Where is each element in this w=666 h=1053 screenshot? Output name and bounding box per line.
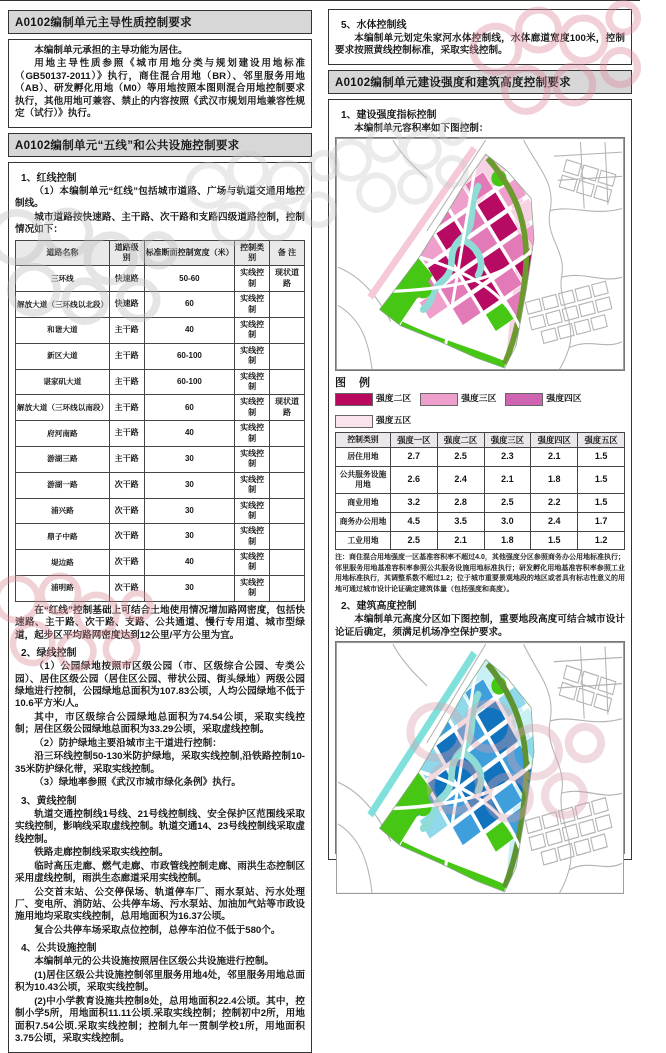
cell-value: 主干路 <box>109 395 144 421</box>
table-row <box>336 513 625 532</box>
paragraph: 沿三环线控制50-130米防护绿地，采取实线控制,沿铁路控制10-35米防护绿化带，采取实线控制。 <box>15 751 305 775</box>
column-header: 标准断面控制宽度（米） <box>144 240 235 266</box>
row-label: 工业用地 <box>336 531 391 550</box>
cell-value: 3.0 <box>484 513 531 532</box>
cell-value: 40 <box>144 318 235 344</box>
cell-value <box>270 550 305 576</box>
cell-value <box>270 498 305 524</box>
cell-value: 实线控制 <box>235 318 270 344</box>
legend-label: 强度三区 <box>461 393 497 404</box>
cell-value: 1.5 <box>531 531 578 550</box>
table-row <box>16 498 305 524</box>
cell-value: 2.1 <box>531 448 578 467</box>
paragraph: （2）防护绿地主要沿城市主干道进行控制： <box>34 737 222 749</box>
green-line-paragraphs <box>15 661 305 790</box>
row-label: 堤边路 <box>16 550 110 576</box>
legend-item <box>505 393 581 406</box>
cell-value: 实线控制 <box>235 266 270 292</box>
cell-value: 次干路 <box>109 550 144 576</box>
five-lines-box <box>8 162 312 1053</box>
row-label: 和谐大道 <box>16 318 110 344</box>
cell-value <box>270 292 305 318</box>
intensity-map-image <box>336 138 624 370</box>
column-header: 强度三区 <box>484 432 531 448</box>
table-row <box>16 575 305 601</box>
paragraph: 复合公共停车场采取点位控制，总停车泊位不低于580个。 <box>34 924 281 936</box>
legend-swatch <box>505 393 543 406</box>
cell-value: 1.8 <box>484 531 531 550</box>
paragraph: (2)中小学教育设施共控制8处，总用地面积22.4公顷。其中，控制小学5所，用地面积11.11公顷.采取实线控制；控制初中2所，用地面积7.54公顷.采取实线控制；控制九年一贯制学校1所，用地面积3.75公顷，采取实线控制。 <box>15 995 305 1045</box>
section-header-dominant-use: A0102编制单元主导性质控制要求 <box>8 10 312 34</box>
section-header-five-lines: A0102编制单元“五线”和公共设施控制要求 <box>8 133 312 157</box>
row-label: 游湖三路 <box>16 446 110 472</box>
table-row <box>16 266 305 292</box>
cell-value: 实线控制 <box>235 524 270 550</box>
row-label: 谌家矶大道 <box>16 369 110 395</box>
cell-value: 30 <box>144 472 235 498</box>
cell-value: 4.5 <box>390 513 437 532</box>
row-label: 三环线 <box>16 266 110 292</box>
cell-value: 快速路 <box>109 266 144 292</box>
cell-value: 2.2 <box>531 494 578 513</box>
table-row <box>336 531 625 550</box>
road-control-table <box>15 240 305 602</box>
cell-value: 实线控制 <box>235 369 270 395</box>
cell-value: 现状道路 <box>270 395 305 421</box>
water-line-box <box>328 9 632 65</box>
column-header: 控制类别 <box>235 240 270 266</box>
cell-value <box>270 343 305 369</box>
section-header-intensity-height: A0102编制单元建设强度和建筑高度控制要求 <box>328 70 632 94</box>
height-control-title: 2、建筑高度控制 <box>341 601 417 613</box>
cell-value: 1.5 <box>578 494 625 513</box>
column-header: 道路名称 <box>16 240 110 266</box>
cell-value: 2.4 <box>437 467 484 494</box>
cell-value <box>270 446 305 472</box>
cell-value: 主干路 <box>109 421 144 447</box>
cell-value: 30 <box>144 446 235 472</box>
paragraph: 其中，市区级综合公园绿地总面积为74.54公顷，采取实线控制；居住区级公园绿地总面积为33.29公顷，采取虚线控制。 <box>15 711 305 736</box>
yellow-line-title: 3、黄线控制 <box>21 795 77 807</box>
paragraph: （3）绿地率参照《武汉市城市绿化条例》执行。 <box>34 777 241 789</box>
cell-value: 主干路 <box>109 343 144 369</box>
cell-value: 40 <box>144 550 235 576</box>
cell-value: 现状道路 <box>270 266 305 292</box>
column-header: 强度五区 <box>578 432 625 448</box>
cell-value: 2.6 <box>390 467 437 494</box>
legend-item <box>335 393 411 406</box>
table-row <box>16 292 305 318</box>
legend-title: 图 例 <box>335 377 376 390</box>
cell-value: 实线控制 <box>235 472 270 498</box>
cell-value: 实线控制 <box>235 292 270 318</box>
row-label: 解放大道（三环线以北段） <box>16 292 110 318</box>
paragraph: 城市道路按快速路、主干路、次干路和支路四级道路控制，控制情况如下： <box>15 211 305 236</box>
column-header: 强度四区 <box>531 432 578 448</box>
cell-value: 2.8 <box>437 494 484 513</box>
cell-value: 2.1 <box>484 467 531 494</box>
cell-value: 40 <box>144 421 235 447</box>
legend-label: 强度五区 <box>376 415 412 426</box>
cell-value: 3.5 <box>437 513 484 532</box>
row-label: 商业用地 <box>336 494 391 513</box>
row-label: 居住用地 <box>336 448 391 467</box>
paragraph: 本编制单元承担的主导功能为居住。 <box>34 45 188 56</box>
public-facility-paragraphs <box>15 956 305 1045</box>
cell-value: 次干路 <box>109 472 144 498</box>
row-label: 商务办公用地 <box>336 513 391 532</box>
table-row <box>16 550 305 576</box>
cell-value: 3.2 <box>390 494 437 513</box>
cell-value: 实线控制 <box>235 550 270 576</box>
red-line-title: 1、红线控制 <box>21 172 77 184</box>
table-row <box>16 421 305 447</box>
legend-swatch <box>335 393 373 406</box>
row-label: 公共服务设施用地 <box>336 467 391 494</box>
table-row <box>336 448 625 467</box>
paragraph: （1）本编制单元“红线”包括城市道路、广场与轨道交通用地控制线。 <box>15 185 305 210</box>
cell-value <box>270 524 305 550</box>
row-label: 鼎子中路 <box>16 524 110 550</box>
legend-item <box>335 415 411 428</box>
row-label: 游湖一路 <box>16 472 110 498</box>
water-line-title: 5、水体控制线 <box>341 20 407 31</box>
cell-value: 60-100 <box>144 343 235 369</box>
cell-value: 1.7 <box>578 513 625 532</box>
cell-value: 30 <box>144 498 235 524</box>
cell-value <box>270 575 305 601</box>
right-column <box>320 1 640 804</box>
cell-value: 1.5 <box>578 467 625 494</box>
legend-swatch <box>420 393 458 406</box>
row-label: 浦明路 <box>16 575 110 601</box>
paragraph: 用地主导性质参照《城市用地分类与规划建设用地标准（GB50137-2011）》执行，商住混合用地（BR）、邻里服务用地（AB）、研发孵化用地（M0）等用地按照本图则混合用地控制要求执行，其他用地可兼容、禁止的内容按照《武汉市规划用地兼容性规定（试行）》执行。 <box>15 58 305 120</box>
cell-value: 60 <box>144 292 235 318</box>
height-map-image <box>336 642 624 894</box>
intensity-title: 1、建设强度指标控制 <box>341 109 437 121</box>
intensity-height-box <box>328 99 632 860</box>
paragraph: 铁路走廊控制线采取实线控制。 <box>34 847 169 859</box>
table-header-row <box>336 432 625 448</box>
table-row <box>16 524 305 550</box>
height-zoning-map <box>335 641 625 854</box>
left-column <box>0 1 320 1045</box>
legend-swatch <box>335 415 373 428</box>
cell-value: 2.7 <box>390 448 437 467</box>
column-header: 道路级别 <box>109 240 144 266</box>
column-header: 备 注 <box>270 240 305 266</box>
cell-value: 次干路 <box>109 575 144 601</box>
cell-value: 实线控制 <box>235 575 270 601</box>
dominant-use-box <box>8 39 312 128</box>
cell-value: 1.2 <box>578 531 625 550</box>
intensity-table <box>335 432 625 551</box>
legend-label: 强度四区 <box>546 393 582 404</box>
cell-value: 实线控制 <box>235 343 270 369</box>
cell-value <box>270 369 305 395</box>
cell-value: 快速路 <box>109 292 144 318</box>
legend-label: 强度二区 <box>376 393 412 404</box>
table-row <box>16 446 305 472</box>
cell-value: 60-100 <box>144 369 235 395</box>
legend-item <box>420 393 496 406</box>
intensity-zoning-map <box>335 137 625 371</box>
cell-value: 1.5 <box>578 448 625 467</box>
yellow-line-paragraphs <box>15 809 305 938</box>
row-label: 新区大道 <box>16 343 110 369</box>
paragraph: 临时高压走廊、燃气走廊、市政管线控制走廊、雨洪生态控制区采用虚线控制，雨洪生态廊道采用实线控制。 <box>15 860 305 885</box>
cell-value <box>270 421 305 447</box>
row-label: 解放大道（三环线以南段） <box>16 395 110 421</box>
cell-value: 2.1 <box>437 531 484 550</box>
paragraph: 轨道交通控制线1号线、21号线控制线、安全保护区范围线采取实线控制，影响线采取虚线控制。轨道交通14、23号线控制线采取虚线控制。 <box>15 808 305 845</box>
table-row <box>16 472 305 498</box>
cell-value: 实线控制 <box>235 498 270 524</box>
cell-value <box>270 472 305 498</box>
table-row <box>16 318 305 344</box>
table-row <box>16 343 305 369</box>
column-header: 强度二区 <box>437 432 484 448</box>
cell-value: 次干路 <box>109 524 144 550</box>
green-line-title: 2、绿线控制 <box>21 648 77 660</box>
cell-value: 2.5 <box>390 531 437 550</box>
table-row <box>336 467 625 494</box>
intensity-legend <box>335 393 625 428</box>
column-header: 强度一区 <box>390 432 437 448</box>
table-header-row <box>16 240 305 266</box>
paragraph: 在“红线”控制基础上可结合土地使用情况增加路网密度，包括快速路、主干路、次干路、支路、公共通道、慢行专用道、城市型绿道，起步区平均路网密度达到12公里/平方公里为宜。 <box>15 604 305 641</box>
cell-value: 60 <box>144 395 235 421</box>
cell-value: 30 <box>144 575 235 601</box>
intensity-note: 注：商住混合用地强度一区基准容积率不超过4.0，其他强度分区参照商务办公用地标准执行；邻里服务用地基准容积率参照公共服务设施用地标准执行；研发孵化用地基准容积率参照工业用地标准执行，其调整系数不超过1.2；位于城市重要景观地段的地区或者具有标志性意义的用地可通过城市设计论证确定建筑体量（包括强度和高度）。 <box>335 554 625 593</box>
paragraph: 公交首末站、公交停保场、轨道停车厂、雨水泵站、污水处理厂、变电所、消防站、公共停车场、污水泵站、加油加气站等市政设施用地均采取实线控制，总用地面积为16.37公顷。 <box>15 886 305 923</box>
table-row <box>336 494 625 513</box>
cell-value: 50-60 <box>144 266 235 292</box>
column-header: 控制类别 <box>336 432 391 448</box>
cell-value: 主干路 <box>109 446 144 472</box>
table-row <box>16 395 305 421</box>
cell-value: 主干路 <box>109 369 144 395</box>
public-facility-title: 4、公共设施控制 <box>21 943 97 955</box>
paragraph: 本编制单元容积率如下图控制： <box>354 122 489 134</box>
cell-value: 实线控制 <box>235 446 270 472</box>
cell-value: 2.4 <box>531 513 578 532</box>
cell-value: 主干路 <box>109 318 144 344</box>
paragraph: 本编制单元高度分区如下图控制，重要地段高度可结合城市设计论证后确定，须满足机场净空保护要求。 <box>335 614 625 638</box>
cell-value: 次干路 <box>109 498 144 524</box>
table-row <box>16 369 305 395</box>
cell-value: 实线控制 <box>235 395 270 421</box>
cell-value: 2.5 <box>437 448 484 467</box>
cell-value <box>270 318 305 344</box>
paragraph: 本编制单元划定朱家河水体控制线，水体廊道宽度100米，控制要求按照黄线控制标准，采取实线控制。 <box>335 33 625 57</box>
row-label: 浦兴路 <box>16 498 110 524</box>
cell-value: 2.3 <box>484 448 531 467</box>
row-label: 府河南路 <box>16 421 110 447</box>
cell-value: 实线控制 <box>235 421 270 447</box>
paragraph: 本编制单元的公共设施按照居住区级公共设施进行控制。 <box>34 956 275 968</box>
paragraph: （1）公园绿地按照市区级公园（市、区级综合公园、专类公园）、居住区级公园（居住区公园、带状公园、街头绿地）两级公园绿地进行控制，公园绿地总面积为107.83公顷，人均公园绿地不低于10.6平方米/人。 <box>15 661 305 710</box>
cell-value: 30 <box>144 524 235 550</box>
cell-value: 2.5 <box>484 494 531 513</box>
paragraph: (1)居住区级公共设施控制邻里服务用地4处，邻里服务用地总面积为10.43公顷，采取实线控制。 <box>15 969 305 994</box>
cell-value: 1.8 <box>531 467 578 494</box>
